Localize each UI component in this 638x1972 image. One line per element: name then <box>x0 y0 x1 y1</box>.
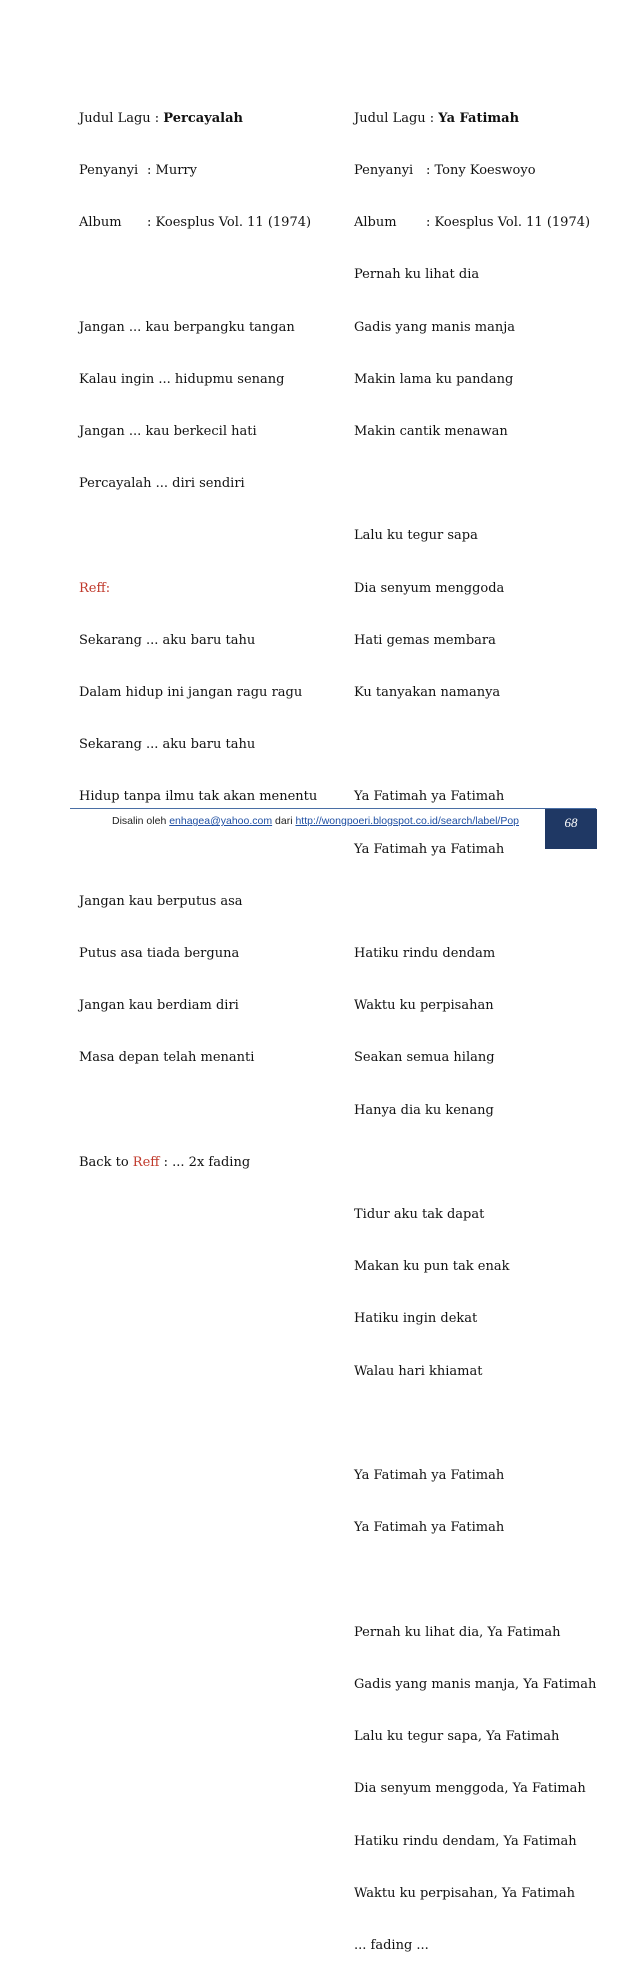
lyric-line: Tidur aku tak dapat <box>354 1207 485 1223</box>
album-line <box>79 214 339 231</box>
lyric-line: Hatiku rindu dendam <box>354 946 496 962</box>
song-title: Percayalah <box>163 110 243 126</box>
lyric-line: Hatiku ingin dekat <box>354 1311 478 1327</box>
singer-value: : Tony Koeswoyo <box>426 163 536 179</box>
lyric-line: Jangan ... kau berpangku tangan <box>79 319 295 335</box>
lyric-line: Pernah ku lihat dia, Ya Fatimah <box>354 1624 561 1640</box>
lyric-line: Gadis yang manis manja <box>354 319 515 335</box>
album-value: : Koesplus Vol. 11 (1974) <box>426 215 591 231</box>
back-suffix: : ... 2x fading <box>159 1154 251 1170</box>
lyric-line: Ya Fatimah ya Fatimah <box>354 789 505 805</box>
email-link[interactable]: enhagea@yahoo.com <box>169 815 273 827</box>
song-title: Ya Fatimah <box>438 110 520 126</box>
right-song <box>354 75 624 1972</box>
lyric-line: Masa depan telah menanti <box>79 1050 255 1066</box>
lyric-line: Makin cantik menawan <box>354 424 508 440</box>
footer-prefix: Disalin oleh <box>112 815 170 827</box>
album-key: Album <box>79 215 122 231</box>
left-song <box>79 75 339 1189</box>
page-number: 68 <box>564 815 578 830</box>
lyric-line: Hanya dia ku kenang <box>354 1102 494 1118</box>
lyric-line: Ya Fatimah ya Fatimah <box>354 1520 505 1536</box>
song-title-line <box>79 110 339 127</box>
lyric-line: Jangan ... kau berkecil hati <box>79 424 257 440</box>
source-url-link[interactable]: http://wongpoeri.blogspot.co.id/search/label/Pop <box>295 815 520 827</box>
title-key: Judul Lagu : <box>79 110 164 126</box>
lyric-line: Percayalah ... diri sendiri <box>79 476 245 492</box>
singer-line <box>79 162 339 179</box>
singer-value: : Murry <box>147 163 197 179</box>
reff-label: Reff: <box>79 580 111 596</box>
lyric-line: Sekarang ... aku baru tahu <box>79 737 256 753</box>
singer-key: Penyanyi <box>79 163 139 179</box>
lyric-line: Lalu ku tegur sapa <box>354 528 478 544</box>
album-line <box>354 214 624 231</box>
singer-key: Penyanyi <box>354 163 414 179</box>
lyric-line: Hidup tanpa ilmu tak akan menentu <box>79 789 318 805</box>
lyric-line: Dalam hidup ini jangan ragu ragu <box>79 685 303 701</box>
lyric-line: Walau hari khiamat <box>354 1363 483 1379</box>
lyric-line: ... fading ... <box>354 1937 429 1953</box>
back-prefix: Back to <box>79 1154 133 1170</box>
footer-middle: dari <box>272 815 296 827</box>
lyric-line: Seakan semua hilang <box>354 1050 495 1066</box>
title-key: Judul Lagu : <box>354 110 439 126</box>
lyric-line: Gadis yang manis manja, Ya Fatimah <box>354 1676 597 1692</box>
footer-divider <box>70 808 596 809</box>
lyric-line: Dia senyum menggoda, Ya Fatimah <box>354 1781 586 1797</box>
lyric-line: Dia senyum menggoda <box>354 580 505 596</box>
lyric-line: Jangan kau berputus asa <box>79 893 243 909</box>
lyric-line: Kalau ingin ... hidupmu senang <box>79 371 285 387</box>
singer-line <box>354 162 624 179</box>
lyric-line: Hati gemas membara <box>354 632 496 648</box>
lyric-line: Waktu ku perpisahan <box>354 998 494 1014</box>
song-title-line <box>354 110 624 127</box>
lyric-line: Ya Fatimah ya Fatimah <box>354 841 505 857</box>
lyric-line: Ya Fatimah ya Fatimah <box>354 1468 505 1484</box>
lyric-line: Lalu ku tegur sapa, Ya Fatimah <box>354 1729 560 1745</box>
lyric-line: Waktu ku perpisahan, Ya Fatimah <box>354 1885 576 1901</box>
footer-credit <box>112 815 519 827</box>
lyric-line: Hatiku rindu dendam, Ya Fatimah <box>354 1833 577 1849</box>
lyric-line: Putus asa tiada berguna <box>79 946 240 962</box>
back-to-reff-line <box>79 1154 339 1171</box>
lyric-line: Makan ku pun tak enak <box>354 1259 510 1275</box>
lyric-line: Sekarang ... aku baru tahu <box>79 632 256 648</box>
lyric-line: Jangan kau berdiam diri <box>79 998 239 1014</box>
lyric-line: Makin lama ku pandang <box>354 371 514 387</box>
page-number-badge <box>545 809 597 849</box>
lyric-line: Pernah ku lihat dia <box>354 267 480 283</box>
lyric-line: Ku tanyakan namanya <box>354 685 501 701</box>
back-reff: Reff <box>132 1154 160 1170</box>
album-value: : Koesplus Vol. 11 (1974) <box>147 215 312 231</box>
album-key: Album <box>354 215 397 231</box>
